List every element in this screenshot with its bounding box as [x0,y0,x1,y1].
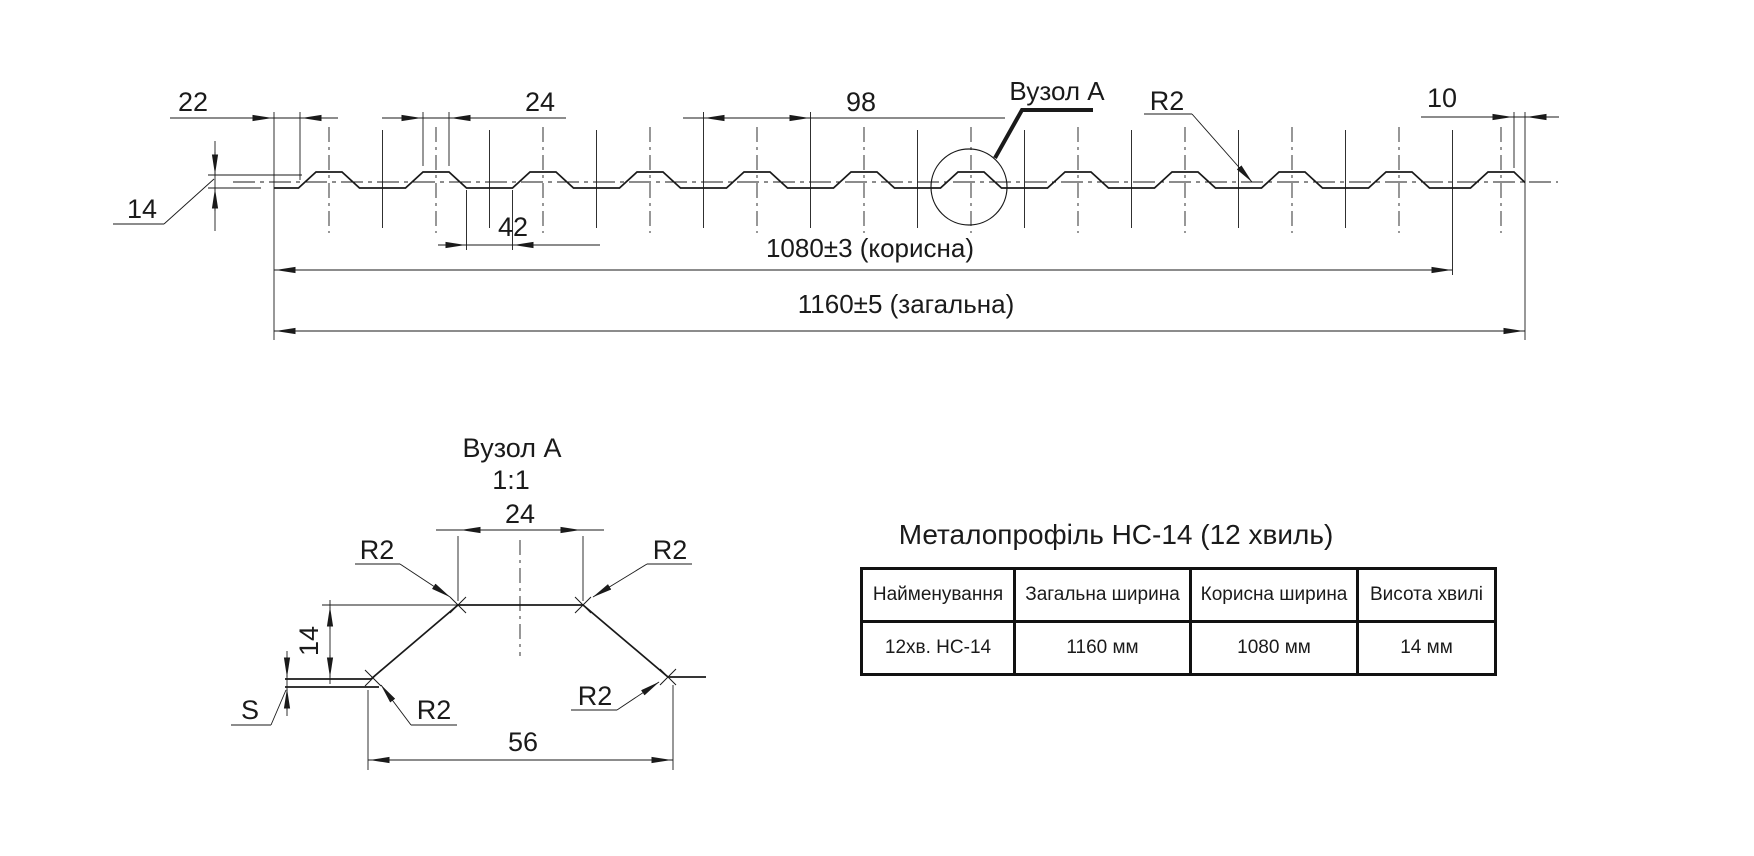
detail-radius-top-right [593,535,692,597]
corner-marks [365,597,676,686]
spec-cell-total-width: 1160 мм [1015,622,1191,675]
main-profile-drawing [113,76,1559,340]
detail-radius-bottom-right [571,681,659,711]
dimension-crest-top [382,87,566,118]
spec-header-total-width: Загальна ширина [1015,569,1191,622]
spec-header-useful-width: Корисна ширина [1191,569,1358,622]
left-edge-construction-lines [208,175,302,188]
spec-header-row [862,569,1496,622]
detail-title: Вузол А [462,433,562,463]
detail-dim-label-14: 14 [294,625,324,657]
node-a-callout [931,76,1105,225]
dimension-edge-right [1421,83,1559,117]
detail-dim-label-s: S [240,695,260,725]
dimension-useful-width [274,233,1453,270]
node-a-label: Вузол А [1009,76,1105,106]
radius-label: R2 [652,535,688,565]
detail-dim-label-24: 24 [504,499,536,529]
dimension-flat [438,212,600,245]
dimension-total-width [274,289,1525,331]
dim-label-22: 22 [177,87,209,117]
dim-label-24: 24 [524,87,556,117]
detail-scale: 1:1 [492,465,530,495]
detail-radius-bottom-left [381,685,457,725]
dim-label-98: 98 [845,87,877,117]
dim-label-10: 10 [1426,83,1458,113]
radius-label: R2 [1149,86,1185,116]
detail-profile-outline [285,605,706,687]
spec-table [860,567,1497,676]
dim-label-useful: 1080±3 (корисна) [765,233,975,263]
detail-dim-label-56: 56 [507,727,539,757]
spec-data-row [862,622,1496,675]
spec-cell-wave-height: 14 мм [1358,622,1496,675]
radius-label: R2 [577,681,613,711]
radius-label: R2 [359,535,395,565]
detail-drawing [231,433,706,770]
spec-cell-name: 12хв. НС-14 [862,622,1015,675]
dimension-height-left [113,141,215,231]
dimension-pitch [683,87,1005,118]
detail-radius-top-left [355,535,450,597]
detail-dimension-base [368,685,673,770]
dim-label-42: 42 [497,212,529,242]
profile-outline [274,172,1525,188]
spec-title: Металопрофіль НС-14 (12 хвиль) [898,519,1334,550]
radius-callout-main [1144,86,1252,182]
detail-dimension-thickness [231,651,287,725]
dimension-edge-left [170,87,338,118]
detail-dimension-height [294,600,460,684]
radius-label: R2 [416,695,452,725]
dim-label-total: 1160±5 (загальна) [797,289,1015,319]
spec-header-wave-height: Висота хвилі [1358,569,1496,622]
spec-cell-useful-width: 1080 мм [1191,622,1358,675]
dim-label-14: 14 [126,194,158,224]
spec-header-name: Найменування [862,569,1015,622]
